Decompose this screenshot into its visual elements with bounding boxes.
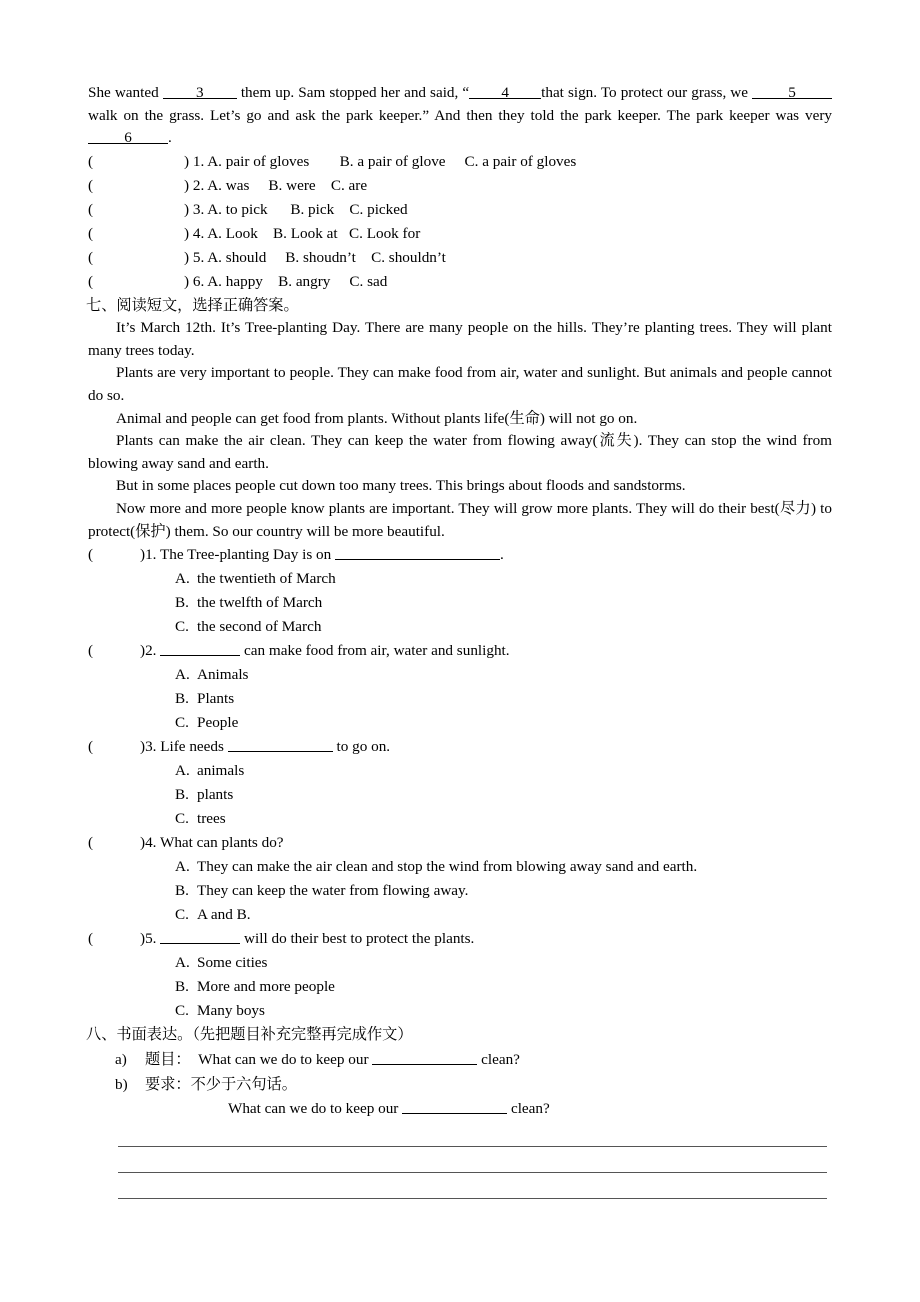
writing-topic-label: 题目： [145,1049,191,1068]
reading-option[interactable] [88,591,832,615]
reading-question-3 [88,735,832,831]
option-text: plants [197,786,234,804]
writing-topic-before: What can we do to keep our [198,1050,369,1068]
answer-paren[interactable]: ( [88,546,94,564]
answer-paren-close: ) [140,738,146,756]
option-letter: A. [175,858,190,876]
reading-question-5 [88,927,832,1023]
option-letter: B. [175,594,189,612]
question-number: 3. [145,738,157,756]
answer-paren[interactable]: ( [88,200,94,218]
cloze-option-row[interactable] [88,246,832,270]
answer-paren-close: ) [184,248,190,266]
answer-paren-close: ) [140,546,146,564]
stem-text-before: The Tree-planting Day is on [159,546,332,564]
writing-title-after: clean? [510,1099,550,1117]
reading-option[interactable] [88,855,832,879]
answer-paren[interactable]: ( [88,930,94,948]
option-text: They can keep the water from flowing away. [197,882,469,900]
option-letter: B. [175,690,189,708]
option-letter: A. [175,954,190,972]
writing-item-b [88,1072,832,1097]
stem-text-after: . [500,546,504,564]
stem-text-before: What can plants do? [159,834,284,852]
option-letter: B. [175,786,189,804]
option-text: Animals [197,666,249,684]
stem-text-after: can make food from air, water and sunlight. [244,642,510,660]
cloze-blank-5[interactable]: 5 [752,82,832,99]
reading-question-4 [88,831,832,927]
cloze-line2-part3: And then they [434,106,525,124]
quote-open: “ [462,84,470,101]
stem-text-after: will do their best to protect the plants. [244,930,475,948]
option-b[interactable]: B. pick [290,200,335,218]
option-text: A and B. [197,906,251,924]
option-text: the twentieth of March [197,570,336,588]
option-b[interactable]: B. a pair of glove [339,152,446,170]
quote-close: ” [422,106,430,124]
option-a[interactable]: A. Look [207,224,258,242]
option-b[interactable]: B. were [268,176,316,194]
reading-question-2 [88,639,832,735]
question-number: 5. [145,930,157,948]
option-text: trees [197,810,226,828]
writing-topic-blank[interactable] [372,1049,477,1065]
question-number: 3. [192,200,205,218]
cloze-line2-part1: our grass, we [666,84,749,101]
question-number: 1. [145,546,157,564]
question-number: 6. [192,272,205,290]
reading-option[interactable] [88,663,832,687]
cloze-option-row[interactable] [88,150,832,174]
cloze-option-row[interactable] [88,198,832,222]
answer-paren[interactable]: ( [88,738,94,756]
writing-title-blank[interactable] [402,1098,507,1114]
option-text: More and more people [197,978,335,996]
section-8-heading: 八、书面表达。（先把题目补充完整再完成作文） [86,1025,413,1044]
cloze-line3-part1: told the park keeper. The park keeper was very [530,106,833,124]
reading-option[interactable] [88,975,832,999]
answer-paren[interactable]: ( [88,176,94,194]
option-text: They can make the air clean and stop the wind from blowing away sand and earth. [197,858,698,876]
option-c[interactable]: C. a pair of gloves [464,152,577,170]
answer-paren-close: ) [140,834,146,852]
option-b[interactable]: B. angry [278,272,331,290]
question-number: 2. [192,176,205,194]
option-letter: C. [175,906,189,924]
option-letter: A. [175,666,190,684]
option-a[interactable]: A. happy [207,272,263,290]
option-text: animals [197,762,245,780]
answer-blank[interactable] [228,736,333,752]
option-c[interactable]: C. Look for [348,224,421,242]
cloze-option-row[interactable] [88,270,832,294]
answer-paren-close: ) [184,152,190,170]
reading-paragraph-6: Now more and more people know plants are important. They will grow more plants. They will do their best(尽力) to protect(保护) them. So our country will be more beautiful. [88,500,832,540]
option-a[interactable]: A. to pick [207,200,268,218]
cloze-options-list [88,150,832,294]
reading-option[interactable] [88,711,832,735]
writing-requirement: 要求：不少于六句话。 [145,1074,297,1093]
reading-paragraph-5: But in some places people cut down too many trees. This brings about floods and sandstorms. [116,477,686,495]
answer-paren-close: ) [184,224,190,242]
option-letter: C. [175,714,189,732]
answer-paren[interactable]: ( [88,152,94,170]
stem-text-after: to go on. [336,738,391,756]
question-stem[interactable] [88,639,832,663]
reading-option[interactable] [88,615,832,639]
option-c[interactable]: C. sad [349,272,388,290]
answer-paren-close: ) [184,200,190,218]
answer-blank[interactable] [335,544,500,560]
cloze-line1-part2: them up. Sam stopped her and said, [240,84,459,101]
question-number: 4. [192,224,205,242]
cloze-passage [88,82,832,150]
option-c[interactable]: C. are [330,176,368,194]
reading-paragraph-2: Plants are very important to people. They can make food from air, water and sunlight. But animals and people cannot do so. [88,364,832,405]
option-c[interactable]: C. picked [349,200,408,218]
question-stem[interactable] [88,927,832,951]
answer-line[interactable] [118,1146,827,1147]
option-letter: C. [175,810,189,828]
option-a[interactable]: A. should [207,248,267,266]
option-letter: C. [175,1002,189,1020]
answer-paren-close: ) [140,930,146,948]
question-stem[interactable] [88,543,832,567]
cloze-line3-part2: . [168,129,172,147]
answer-line[interactable] [118,1198,827,1199]
question-number: 1. [192,152,205,170]
answer-paren[interactable]: ( [88,834,94,852]
option-a[interactable]: A. pair of gloves [207,152,310,170]
answer-line[interactable] [118,1172,827,1173]
option-b[interactable]: B. shoudn’t [285,248,356,266]
writing-item-label: a) [115,1050,127,1068]
option-text: Many boys [197,1002,265,1020]
question-number: 5. [192,248,205,266]
cloze-blank-6[interactable]: 6 [88,127,168,144]
answer-paren[interactable]: ( [88,642,94,660]
cloze-blank-3[interactable]: 3 [163,82,237,99]
reading-paragraph-4: Plants can make the air clean. They can keep the water from flowing away(流失). They can stop the wind from blowing away sand and earth. [88,432,832,472]
option-letter: C. [175,618,189,636]
stem-text-before: Life needs [160,738,224,756]
option-c[interactable]: C. shouldn’t [371,248,446,266]
writing-title-repeat [88,1097,832,1121]
option-text: the twelfth of March [197,594,323,612]
cloze-blank-4[interactable]: 4 [469,82,541,99]
writing-item-a [88,1047,832,1072]
reading-paragraph-3: Animal and people can get food from plants. Without plants life(生命) will not go on. [116,409,638,427]
question-stem[interactable] [88,831,832,855]
option-letter: B. [175,978,189,996]
answer-blank[interactable] [160,928,240,944]
writing-topic-after: clean? [481,1050,520,1068]
option-text: Plants [197,690,235,708]
option-letter: B. [175,882,189,900]
answer-paren-close: ) [184,176,190,194]
reading-paragraph-1: It’s March 12th. It’s Tree-planting Day. There are many people on the hills. They’re planting trees. They will plant many trees today. [88,319,832,359]
question-number: 4. [145,834,157,852]
answer-ruled-lines [118,1146,827,1224]
cloze-option-row[interactable] [88,222,832,246]
reading-option[interactable] [88,567,832,591]
exam-page-content [88,82,832,1121]
reading-question-1 [88,543,832,639]
reading-option[interactable] [88,783,832,807]
answer-paren[interactable]: ( [88,224,94,242]
reading-option[interactable] [88,807,832,831]
reading-option[interactable] [88,879,832,903]
question-stem[interactable] [88,735,832,759]
section-7-heading: 七、阅读短文，选择正确答案。 [86,295,299,314]
cloze-option-row[interactable] [88,174,832,198]
option-b[interactable]: B. Look at [273,224,338,242]
reading-option[interactable] [88,903,832,927]
cloze-line1-part1: She wanted [88,84,159,101]
writing-item-label: b) [115,1075,128,1093]
reading-option[interactable] [88,759,832,783]
reading-option[interactable] [88,951,832,975]
answer-paren[interactable]: ( [88,248,94,266]
option-letter: A. [175,762,190,780]
question-number: 2. [145,642,157,660]
answer-paren-close: ) [184,272,190,290]
option-a[interactable]: A. was [207,176,250,194]
cloze-line1-part3: that sign. To protect [541,84,663,101]
option-letter: A. [175,570,190,588]
reading-option[interactable] [88,999,832,1023]
answer-paren[interactable]: ( [88,272,94,290]
writing-title-before: What can we do to keep our [228,1099,399,1117]
reading-option[interactable] [88,687,832,711]
option-text: Some cities [197,954,268,972]
option-text: the second of March [197,618,322,636]
cloze-line2-part2: walk on the grass. Let’s go and ask the park keeper. [88,106,423,124]
answer-blank[interactable] [160,640,240,656]
option-text: People [197,714,239,732]
answer-paren-close: ) [140,642,146,660]
